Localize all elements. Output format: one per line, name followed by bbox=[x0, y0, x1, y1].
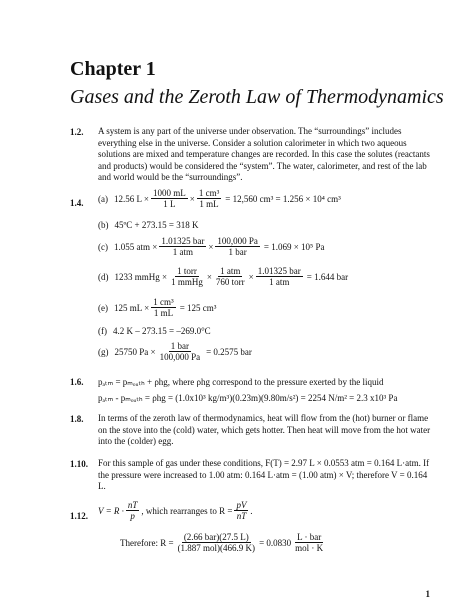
fraction: $\frac{\text{1.01325 bar}}{\text{1 atm}}$ bbox=[161, 236, 205, 257]
answer-1-10: For this sample of gas under these conditions, F(T) = 2.97 L × 0.0553 atm = 0.164 L·atm. If the pressure were increased to 1.00 atm: 0.164 L·atm = (1.00 atm) × V; therefore V = 0.164 L. bbox=[98, 458, 430, 491]
equation-1-4g: (g) 25750 Pa × $\frac{\text{1 bar}}{100,000 Pa}$ = 0.2575 bar bbox=[98, 341, 252, 362]
problem-number-1-4: 1.4. bbox=[70, 198, 84, 208]
equation-1-12-ideal-gas: V = R · $\frac{nT}{p}$ , which rearranges to R = $\frac{pV}{nT}$ . bbox=[98, 500, 253, 521]
fraction: $\frac{\text{1 torr}}{\text{1 mmHg}}$ bbox=[171, 266, 203, 287]
answer-1-6-line-1: pₐₜₘ = pₘₒᵤₜₕ + ρhg, where ρhg correspond to the pressure exerted by the liquid bbox=[98, 377, 384, 387]
equation-1-4e: (e) 125 mL × $\frac{\text{1 cm³}}{1 mL}$ = 125 cm³ bbox=[98, 297, 217, 318]
fraction: $\frac{\text{1.01325 bar}}{\text{1 atm}}$ bbox=[257, 266, 301, 287]
problem-number-1-6: 1.6. bbox=[70, 377, 84, 387]
equation-1-12-result: Therefore: R = $\frac{\text{(2.66 bar)(27.5 L)}}{\text{(1.887 mol)(466.9 K)}}$ = 0.0830 $\frac{\text{L · bar}}{\text{mol · K}}$ bbox=[120, 532, 324, 553]
fraction: $\frac{\text{1 cm³}}{1 mL}$ bbox=[153, 297, 174, 318]
equation-1-4b: (b) 45ºC + 273.15 = 318 K bbox=[98, 220, 199, 230]
equation-1-4a: (a) 12.56 L × $\frac{1000 mL}{1 L}$ × $\frac{\text{1 cm³}}{1 mL}$ = 12,560 cm³ = 1.256 × 10⁴ cm³ bbox=[98, 188, 341, 209]
page-number: 1 bbox=[425, 589, 430, 599]
answer-1-2: A system is any part of the universe under observation. The “surroundings” includes everything else in the universe. Consider a solution calorimeter in which two aqueous solutions are mixed and temperature changes are recorded. In this case the solutes (reactants and products) would be considered the “system”. The water, calorimeter, and rest of the lab and world would be the “surroundings”. bbox=[98, 126, 430, 182]
problem-number-1-2: 1.2. bbox=[70, 127, 84, 137]
fraction: $\frac{\text{(2.66 bar)(27.5 L)}}{\text{(1.887 mol)(466.9 K)}}$ bbox=[177, 532, 256, 553]
answer-1-6-line-2: pₐₜₘ - pₘₒᵤₜₕ = ρhg = (1.0x10³ kg/m³)(0.23m)(9.80m/s²) = 2254 N/m² = 2.3 x10³ Pa bbox=[98, 393, 398, 403]
fraction: $\frac{\text{1 cm³}}{1 mL}$ bbox=[198, 188, 220, 209]
fraction: $\frac{\text{1 bar}}{100,000 Pa}$ bbox=[159, 341, 201, 362]
equation-1-4d: (d) 1233 mmHg × $\frac{\text{1 torr}}{\text{1 mmHg}}$ × $\frac{\text{1 atm}}{\text{760 torr}}$ × $\frac{\text{1.01325 bar}}{\text{1 atm}}$ = 1.644 bar bbox=[98, 266, 349, 287]
problem-number-1-12: 1.12. bbox=[70, 511, 88, 521]
fraction: $\frac{\text{L · bar}}{\text{mol · K}}$ bbox=[295, 532, 324, 553]
equation-1-4c: (c) 1.055 atm × $\frac{\text{1.01325 bar}}{\text{1 atm}}$ × $\frac{100,000 Pa}{\text{1 bar}}$ = 1.069 × 10⁵ Pa bbox=[98, 236, 325, 257]
chapter-heading: Chapter 1 bbox=[70, 58, 156, 80]
equation-1-4f: (f) 4.2 K – 273.15 = –269.0°C bbox=[98, 326, 211, 336]
problem-number-1-10: 1.10. bbox=[70, 459, 88, 469]
chapter-title: Gases and the Zeroth Law of Thermodynamics bbox=[70, 86, 444, 108]
fraction: $\frac{pV}{nT}$ bbox=[236, 500, 247, 521]
problem-number-1-8: 1.8. bbox=[70, 414, 84, 424]
answer-1-8: In terms of the zeroth law of thermodynamics, heat will flow from the (hot) burner or flame on the stove into the (cold) water, which gets hotter. Then heat will move from the hot water into the (colder) egg. bbox=[98, 413, 431, 446]
fraction: $\frac{\text{1 atm}}{\text{760 torr}}$ bbox=[215, 266, 245, 287]
fraction: $\frac{100,000 Pa}{\text{1 bar}}$ bbox=[217, 236, 258, 257]
fraction: $\frac{nT}{p}$ bbox=[127, 500, 138, 521]
fraction: $\frac{1000 mL}{1 L}$ bbox=[153, 188, 186, 209]
